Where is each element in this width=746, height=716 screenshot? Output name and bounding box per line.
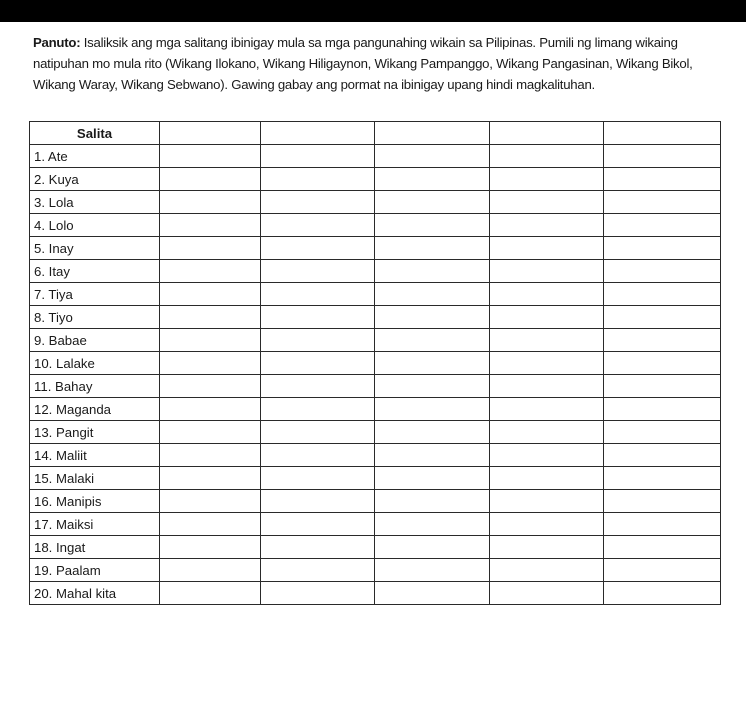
word-cell: 3. Lola: [30, 191, 160, 214]
answer-cell-language-1: [160, 352, 261, 375]
answer-cell-language-2: [261, 490, 375, 513]
answer-cell-language-4: [490, 467, 604, 490]
answer-cell-language-3: [375, 513, 490, 536]
header-language-5-cell: [604, 122, 721, 145]
answer-cell-language-2: [261, 260, 375, 283]
table-row: [30, 352, 721, 375]
answer-cell-language-4: [490, 513, 604, 536]
answer-cell-language-5: [604, 513, 721, 536]
table-row: [30, 490, 721, 513]
table-row: [30, 467, 721, 490]
word-cell: 2. Kuya: [30, 168, 160, 191]
answer-cell-language-5: [604, 582, 721, 605]
answer-cell-language-3: [375, 398, 490, 421]
answer-cell-language-4: [490, 237, 604, 260]
answer-cell-language-2: [261, 306, 375, 329]
answer-cell-language-3: [375, 559, 490, 582]
answer-cell-language-3: [375, 352, 490, 375]
answer-cell-language-2: [261, 352, 375, 375]
word-cell: 19. Paalam: [30, 559, 160, 582]
header-language-4-cell: [490, 122, 604, 145]
word-cell: 9. Babae: [30, 329, 160, 352]
table-row: [30, 306, 721, 329]
answer-cell-language-1: [160, 467, 261, 490]
header-language-3-cell: [375, 122, 490, 145]
answer-cell-language-2: [261, 329, 375, 352]
word-cell: 6. Itay: [30, 260, 160, 283]
word-cell: 1. Ate: [30, 145, 160, 168]
answer-cell-language-5: [604, 375, 721, 398]
answer-cell-language-1: [160, 444, 261, 467]
table-row: [30, 536, 721, 559]
answer-cell-language-1: [160, 191, 261, 214]
table-row: [30, 168, 721, 191]
answer-cell-language-4: [490, 260, 604, 283]
answer-cell-language-2: [261, 421, 375, 444]
answer-cell-language-3: [375, 145, 490, 168]
answer-cell-language-3: [375, 283, 490, 306]
table-row: [30, 260, 721, 283]
answer-cell-language-4: [490, 582, 604, 605]
answer-cell-language-4: [490, 375, 604, 398]
answer-cell-language-3: [375, 214, 490, 237]
answer-cell-language-2: [261, 513, 375, 536]
answer-cell-language-4: [490, 191, 604, 214]
answer-cell-language-2: [261, 582, 375, 605]
answer-cell-language-3: [375, 329, 490, 352]
answer-cell-language-2: [261, 444, 375, 467]
answer-cell-language-3: [375, 467, 490, 490]
word-rows: [30, 145, 721, 605]
answer-cell-language-4: [490, 145, 604, 168]
word-cell: 8. Tiyo: [30, 306, 160, 329]
answer-cell-language-3: [375, 260, 490, 283]
answer-cell-language-3: [375, 421, 490, 444]
answer-cell-language-4: [490, 559, 604, 582]
answer-cell-language-1: [160, 559, 261, 582]
word-cell: 11. Bahay: [30, 375, 160, 398]
answer-cell-language-4: [490, 490, 604, 513]
header-language-1-cell: [160, 122, 261, 145]
answer-cell-language-2: [261, 536, 375, 559]
answer-cell-language-4: [490, 306, 604, 329]
table-row: [30, 145, 721, 168]
answer-cell-language-1: [160, 536, 261, 559]
header-language-2-cell: [261, 122, 375, 145]
answer-cell-language-1: [160, 398, 261, 421]
top-black-bar: [0, 0, 746, 22]
answer-cell-language-1: [160, 306, 261, 329]
table-row: [30, 444, 721, 467]
answer-cell-language-3: [375, 490, 490, 513]
answer-cell-language-2: [261, 398, 375, 421]
answer-cell-language-5: [604, 283, 721, 306]
answer-cell-language-1: [160, 490, 261, 513]
answer-cell-language-5: [604, 421, 721, 444]
answer-cell-language-4: [490, 536, 604, 559]
answer-cell-language-2: [261, 237, 375, 260]
word-cell: 12. Maganda: [30, 398, 160, 421]
answer-cell-language-2: [261, 168, 375, 191]
table-row: [30, 513, 721, 536]
table-row: [30, 237, 721, 260]
table-row: [30, 214, 721, 237]
word-cell: 15. Malaki: [30, 467, 160, 490]
answer-cell-language-1: [160, 214, 261, 237]
word-cell: 20. Mahal kita: [30, 582, 160, 605]
answer-cell-language-5: [604, 398, 721, 421]
answer-cell-language-5: [604, 191, 721, 214]
answer-cell-language-5: [604, 467, 721, 490]
table-row: [30, 191, 721, 214]
answer-cell-language-4: [490, 352, 604, 375]
answer-cell-language-3: [375, 375, 490, 398]
answer-cell-language-2: [261, 559, 375, 582]
answer-cell-language-2: [261, 467, 375, 490]
answer-cell-language-2: [261, 375, 375, 398]
table-row: [30, 283, 721, 306]
answer-cell-language-5: [604, 536, 721, 559]
answer-cell-language-5: [604, 168, 721, 191]
answer-cell-language-1: [160, 237, 261, 260]
answer-cell-language-2: [261, 214, 375, 237]
answer-cell-language-5: [604, 214, 721, 237]
answer-cell-language-5: [604, 329, 721, 352]
word-cell: 13. Pangit: [30, 421, 160, 444]
answer-cell-language-2: [261, 283, 375, 306]
answer-cell-language-1: [160, 513, 261, 536]
answer-cell-language-1: [160, 283, 261, 306]
table-row: [30, 421, 721, 444]
answer-cell-language-5: [604, 490, 721, 513]
answer-cell-language-4: [490, 398, 604, 421]
answer-cell-language-3: [375, 306, 490, 329]
answer-cell-language-4: [490, 444, 604, 467]
table-row: [30, 329, 721, 352]
word-cell: 14. Maliit: [30, 444, 160, 467]
answer-cell-language-5: [604, 559, 721, 582]
table-row: [30, 559, 721, 582]
worksheet-table: [29, 121, 721, 605]
word-cell: 17. Maiksi: [30, 513, 160, 536]
answer-cell-language-4: [490, 421, 604, 444]
answer-cell-language-5: [604, 145, 721, 168]
answer-cell-language-1: [160, 329, 261, 352]
answer-cell-language-3: [375, 444, 490, 467]
table-row: [30, 398, 721, 421]
answer-cell-language-4: [490, 283, 604, 306]
answer-cell-language-1: [160, 260, 261, 283]
answer-cell-language-1: [160, 582, 261, 605]
answer-cell-language-1: [160, 375, 261, 398]
answer-cell-language-5: [604, 352, 721, 375]
answer-cell-language-3: [375, 237, 490, 260]
answer-cell-language-1: [160, 421, 261, 444]
answer-cell-language-5: [604, 237, 721, 260]
answer-cell-language-5: [604, 444, 721, 467]
instructions-label: Panuto:: [33, 35, 81, 50]
answer-cell-language-3: [375, 168, 490, 191]
answer-cell-language-4: [490, 214, 604, 237]
answer-cell-language-3: [375, 536, 490, 559]
answer-cell-language-4: [490, 168, 604, 191]
instructions-text: Isaliksik ang mga salitang ibinigay mula sa mga pangunahing wikain sa Pilipinas. Pumili ng limang wikaing natipuhan mo mula rito (Wikang Ilokano, Wikang Hiligaynon, Wikang Pampanggo, Wikang Pangasinan, Wikang Bikol, Wikang Waray, Wikang Sebwano). Gawing gabay ang pormat na ibinigay upang hindi magkalituhan.: [33, 35, 693, 92]
word-cell: 7. Tiya: [30, 283, 160, 306]
word-cell: 16. Manipis: [30, 490, 160, 513]
answer-cell-language-1: [160, 168, 261, 191]
answer-cell-language-2: [261, 191, 375, 214]
answer-cell-language-3: [375, 191, 490, 214]
answer-cell-language-3: [375, 582, 490, 605]
answer-cell-language-2: [261, 145, 375, 168]
table-row: [30, 375, 721, 398]
table-row: [30, 582, 721, 605]
header-salita: Salita: [30, 122, 160, 145]
answer-cell-language-1: [160, 145, 261, 168]
answer-cell-language-5: [604, 306, 721, 329]
instructions-paragraph: [33, 32, 725, 95]
word-cell: 10. Lalake: [30, 352, 160, 375]
word-cell: 4. Lolo: [30, 214, 160, 237]
header-row: [30, 122, 721, 145]
word-cell: 5. Inay: [30, 237, 160, 260]
answer-cell-language-4: [490, 329, 604, 352]
word-cell: 18. Ingat: [30, 536, 160, 559]
answer-cell-language-5: [604, 260, 721, 283]
